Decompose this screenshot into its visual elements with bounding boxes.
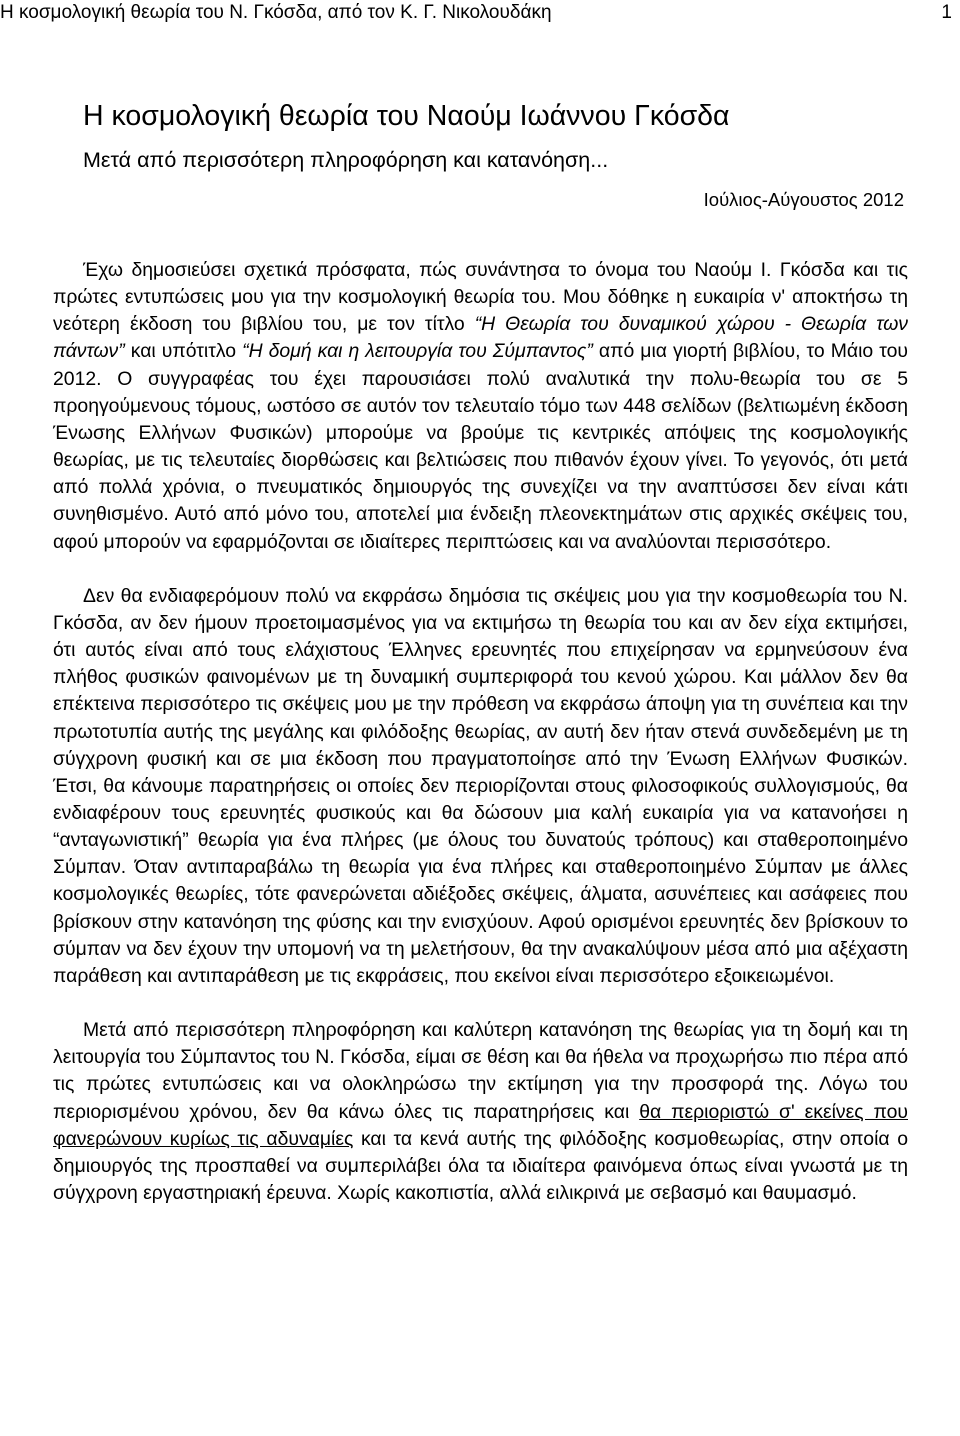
paragraph-1 [53,257,908,556]
running-title: Η κοσμολογική θεωρία του Ν. Γκόσδα, από τον Κ. Γ. Νικολουδάκη [0,2,552,23]
document-title: Η κοσμολογική θεωρία του Ναούμ Ιωάννου Γκόσδα [83,100,730,132]
paragraph-1-text-c: από μια γιορτή βιβλίου, το Μάιο του 2012. Ο συγγραφέας του έχει παρουσιάσει πολύ αναλυτικά την πολυ-θεωρία του σε 5 προηγούμενους τόμους, ωστόσο σε αυτόν τον τελευταίο τόμο των 448 σελίδων (βελτιωμένη έκδοση Ένωσης Ελλήνων Φυσικών) μπορούμε να βρούμε τις κεντρικές απόψεις της κοσμολογικής θεωρίας, με τις τελευταίες διορθώσεις και βελτιώσεις που πιθανόν έχουν γίνει. Το γεγονός, ότι μετά από πολλά χρόνια, ο πνευματικός δημιουργός της συνεχίζει να την αναπτύσσει δεν είναι κάτι συνηθισμένο. Αυτό από μόνο του, αποτελεί μια ένδειξη πλεονεκτημάτων στις αρχικές σκέψεις του, αφού μπορούν να εφαρμόζονται σε ιδιαίτερες περιπτώσεις και να αναλύονται περισσότερο. [53,340,908,553]
paragraph-2: Δεν θα ενδιαφερόμουν πολύ να εκφράσω δημόσια τις σκέψεις μου για την κοσμοθεωρία του Ν. Γκόσδα, αν δεν ήμουν προετοιμασμένος για να εκτιμήσω τη θεωρία του και αν δεν είχα εκτιμήσει, ότι αυτός είναι από τους ελάχιστους Έλληνες ερευνητές που επιχείρησαν να ερμηνεύσουν ένα πλήθος φυσικών φαινομένων με τη δυναμική συμπεριφορά του κενού χώρου. Και μάλλον δεν θα επέκτεινα περισσότερο τις σκέψεις μου με την πρόθεση να εκφράσω άποψη για τη συνέπεια και την πρωτοτυπία αυτής της μεγάλης και φιλόδοξης θεωρίας, αν αυτή δεν ήταν στενά συνδεδεμένη με τη σύγχρονη φυσική και σε μια έκδοση που πραγματοποίησε από την Ένωση Ελλήνων Φυσικών. Έτσι, θα κάνουμε παρατηρήσεις οι οποίες δεν περιορίζονται στους φιλοσοφικούς συλλογισμούς, θα ενδιαφέρουν τους ερευνητές φυσικούς και θα δώσουν μια καλή ευκαιρία για να κατανοήσει η “ανταγωνιστική” θεωρία για ένα πλήρες (με όλους του δυνατούς τρόπους) και σταθεροποιημένο Σύμπαν. Όταν αντιπαραβάλω τη θεωρία για ένα πλήρες και σταθεροποιημένο Σύμπαν με άλλες κοσμολογικές θεωρίες, τότε φανερώνεται αδιέξοδες σκέψεις, άλματα, ασυνέπειες και ασάφειες που βρίσκουν στην κατανόηση της φύσης και την ενισχύουν. Αφού ορισμένοι ερευνητές δεν βρίσκουν το σύμπαν να δεν έχουν την υπομονή να τη μελετήσουν, θα την ανακαλύψουν μέσα από μια αξέχαστη παράθεση και αντιπαράθεση με τις εκφράσεις, που εκείνοι είναι περισσότερο εξοικειωμένοι. [53,584,908,987]
underlined-phrase: θα περιοριστώ σ' εκείνες που φανερώνουν κυρίως τις αδυναμίες [53,1100,908,1150]
paragraph-3-text-b: και τα κενά αυτής της φιλόδοξης κοσμοθεωρίας, στην οποία ο δημιουργός της προσπαθεί να συμπεριλάβει όλα τα ιδιαίτερα φαινόμενα όπως είναι γνωστά με τη σύγχρονη εργαστηριακή έρευνα. Χωρίς κακοπιστία, αλλά ειλικρινά με σεβασμό και θαυμασμό. [53,1127,908,1204]
paragraph-3-text-a: Μετά από περισσότερη πληροφόρηση και καλύτερη κατανόηση της θεωρίας για τη δομή και τη λειτουργία του Σύμπαντος του Ν. Γκόσδα, είμαι σε θέση και θα ήθελα να προχωρήσω πιο πέρα από τις πρώτες εντυπώσεις και να ολοκληρώσω την εκτίμηση για την προσφορά της. Λόγω του περιορισμένου χρόνου, δεν θα κάνω όλες τις παρατηρήσεις και [53,1019,908,1123]
paragraph-1-text-b: και υπότιτλο [124,340,243,363]
running-header [0,0,960,30]
page-number: 1 [941,2,952,23]
document-body [53,257,908,1207]
document-date: Ιούλιος-Αύγουστος 2012 [703,189,904,210]
book-title: “Η Θεωρία του δυναμικού χώρου - Θεωρία των πάντων” [53,313,908,363]
paragraph-3 [53,1017,908,1207]
book-subtitle: “Η δομή και η λειτουργία του Σύμπαντος” [242,340,593,363]
document-subtitle: Μετά από περισσότερη πληροφόρηση και κατανόηση... [83,148,609,172]
paragraph-1-text-a: Έχω δημοσιεύσει σχετικά πρόσφατα, πώς συνάντησα το όνομα του Ναούμ Ι. Γκόσδα και τις πρώτες εντυπώσεις μου για την κοσμολογική θεωρία του. Μου δόθηκε η ευκαιρία ν' αποκτήσω τη νεότερη έκδοση του βιβλίου του, με τον τίτλο [53,259,908,336]
